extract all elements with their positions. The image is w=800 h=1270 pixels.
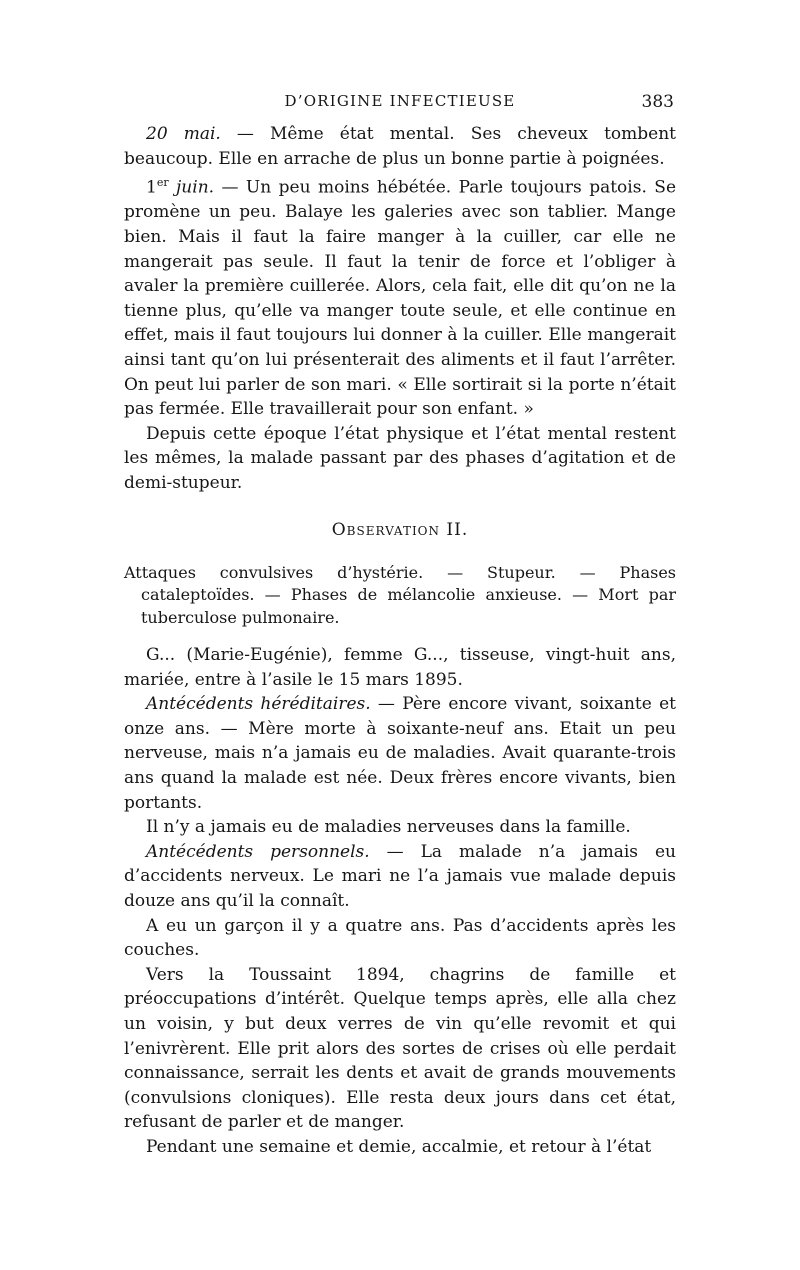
paragraph-personal [124,840,676,914]
running-title: D’ORIGINE INFECTIEUSE [284,92,516,110]
paragraph-text: — Père encore vivant, soixante et onze ans. — Mère morte à soixante-neuf ans. Etait un peu nerveuse, mais n’a jamais eu de maladies. Avait quarante-trois ans quand la malade est née. Deux frères encore vivants, bien portants. [124,694,676,813]
date-number: 1 [146,177,157,198]
page-header [124,92,676,122]
paragraph-text: — Un peu moins hébétée. Parle toujours patois. Se promène un peu. Balaye les galeries avec son tablier. Mange bien. Mais il faut la faire manger à la cuiller, car elle ne mangerait pas seule. Il faut la tenir de force et l’obliger à avaler la première cuillerée. Alors, cela fait, elle dit qu’on ne la tienne plus, qu’elle va manger toute seule, et elle continue en effet, mais il faut toujours lui donner à la cuiller. Elle mangerait ainsi tant qu’on lui présenterait des aliments et il faut l’arrêter. On peut lui parler de son mari. « Elle sortirait si la porte n’était pas fermée. Elle travaillerait pour son enfant. » [124,177,677,420]
paragraph-family: Il n’y a jamais eu de maladies nerveuses dans la famille. [146,817,631,838]
paragraph-hereditary [124,692,676,815]
date-label: juin. [168,177,215,198]
paragraph-1er-juin [124,171,676,422]
observation-title: Observation II. [331,519,469,540]
paragraph-text: — La malade n’a jamais eu d’accidents nerveux. Le mari ne l’a jamais vue malade depuis douze ans qu’il la connaît. [124,841,676,911]
section-label: Antécédents personnels. [146,841,370,862]
date-label: 20 mai. [146,124,221,144]
paragraph-20-mai [124,122,676,171]
book-page [124,92,676,1160]
page-number: 383 [641,92,674,112]
date-superscript: er [156,176,169,190]
section-label: Antécédents héréditaires. [146,694,371,715]
paragraph-last-line: Pendant une semaine et demie, accalmie, et retour à l’état [146,1136,652,1157]
paragraph-depuis: Depuis cette époque l’état physique et l’état mental restent les mêmes, la malade passant par des phases d’agitation et de demi-stupeur. [124,423,676,493]
paragraph-child: A eu un garçon il y a quatre ans. Pas d’accidents après les couches. [124,915,676,961]
paragraph-text: — Même état mental. Ses cheveux tombent beaucoup. Elle en arrache de plus un bonne partie à poignées. [124,124,676,169]
observation-summary: Attaques convulsives d’hystérie. — Stupeur. — Phases cataleptoïdes. — Phases de mélancolie anxieuse. — Mort par tuberculose pulmonaire. [124,562,676,627]
paragraph-toussaint: Vers la Toussaint 1894, chagrins de famille et préoccupations d’intérêt. Quelque temps après, elle alla chez un voisin, y but deux verres de vin qu’elle revomit et qui l’enivrèrent. Elle prit alors des sortes de crises où elle perdait connaissance, serrait les dents et avait de grands mouvements (convulsions cloniques). Elle resta deux jours dans cet état, refusant de parler et de manger. [124,964,676,1133]
paragraph-patient-intro: G... (Marie-Eugénie), femme G..., tisseuse, vingt-huit ans, mariée, entre à l’asile le 15 mars 1895. [124,645,676,690]
